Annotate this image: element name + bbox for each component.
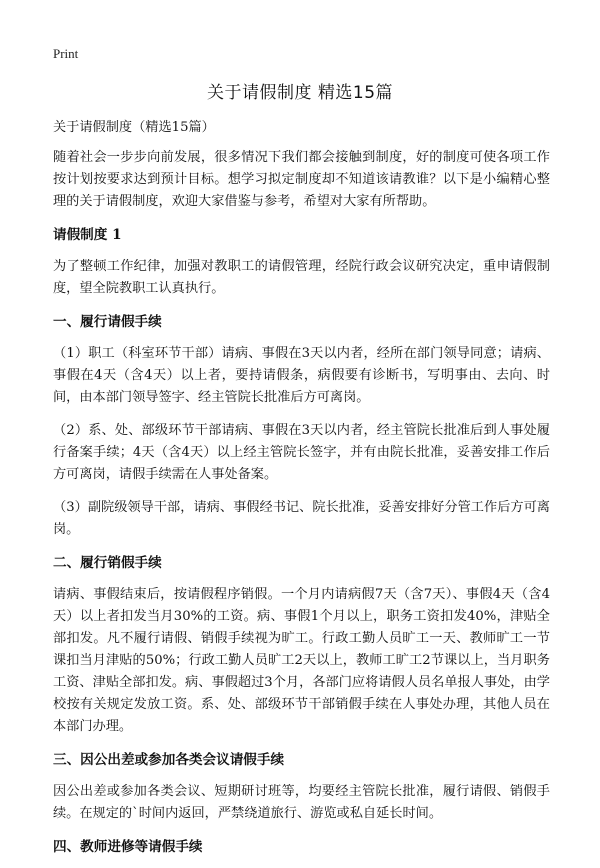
part2-heading: 二、履行销假手续 (53, 555, 162, 571)
section-heading-1: 请假制度 1 (53, 227, 122, 243)
intro-paragraph: 随着社会一步步向前发展，很多情况下我们都会接触到制度，好的制度可使各项工作按计划按要求达到预计目标。想学习拟定制度却不知道该请教谁？以下是小编精心整理的关于请假制度，欢迎大家借鉴与参考，希望对大家有所帮助。 (53, 150, 550, 209)
document-subtitle: 关于请假制度（精选15篇） (53, 120, 215, 135)
part4-heading: 四、教师进修等请假手续 (53, 839, 203, 855)
section1-paragraph: 为了整顿工作纪律，加强对教职工的请假管理，经院行政会议研究决定，重申请假制度，望全院教职工认真执行。 (53, 259, 550, 296)
part2-paragraph: 请病、事假结束后，按请假程序销假。一个月内请病假7天（含7天）、事假4天（含4天）以上者扣发当月30%的工资。病、事假1个月以上，职务工资扣发40%，津贴全部扣发。凡不履行请假、销假手续视为旷工。行政工勤人员旷工一天、教师旷工一节课扣当月津贴的50%；行政工勤人员旷工2天以上，教师工旷工2节课以上，当月职务工资、津贴全部扣发。病、事假超过3个月，各部门应将请假人员名单报人事处，由学校按有关规定发放工资。系、处、部级环节干部销假手续在人事处办理，其他人员在本部门办理。 (53, 587, 550, 734)
part3-paragraph: 因公出差或参加各类会议、短期研讨班等，均要经主管院长批准，履行请假、销假手续。在规定的`时间内返回，严禁绕道旅行、游览或私自延长时间。 (53, 784, 550, 821)
part1-heading: 一、履行请假手续 (53, 314, 162, 330)
document-body (53, 117, 550, 868)
part1-item-2: （2）系、处、部级环节干部请病、事假在3天以内者，经主管院长批准后到人事处履行备案手续；4天（含4天）以上经主管院长签字，并有由院长批准，妥善安排工作后方可离岗，请假手续需在人事处备案。 (53, 423, 550, 482)
print-link[interactable]: Print (53, 46, 79, 61)
part1-item-3: （3）副院级领导干部，请病、事假经书记、院长批准，妥善安排好分管工作后方可离岗。 (53, 500, 550, 537)
page-title: 关于请假制度 精选15篇 (206, 83, 394, 103)
part3-heading: 三、因公出差或参加各类会议请假手续 (53, 752, 285, 768)
part1-item-1: （1）职工（科室环节干部）请病、事假在3天以内者，经所在部门领导同意；请病、事假在4天（含4天）以上者，要持请假条，病假要有诊断书，写明事由、去向、时间，由本部门领导签字、经主管院长批准后方可离岗。 (53, 346, 550, 405)
